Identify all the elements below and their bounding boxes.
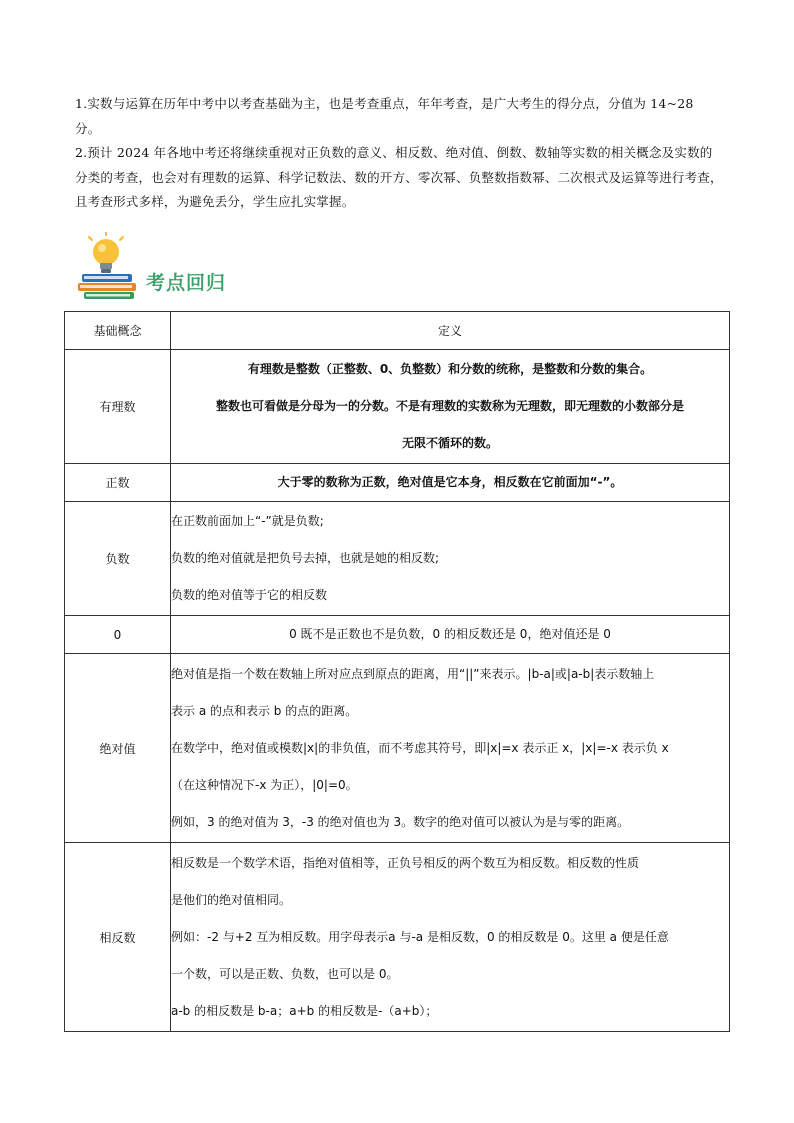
concepts-table [64,311,730,1032]
definition-line: （在这种情况下-x 为正），|0|=0。 [171,777,358,792]
definition-line: 相反数是一个数学术语，指绝对值相等，正负号相反的两个数互为相反数。相反数的性质 [171,855,640,870]
definition-line: 例如，3 的绝对值为 3，-3 的绝对值也为 3。数字的绝对值可以被认为是与零的距离。 [171,814,630,829]
definition-line: 是他们的绝对值相同。 [171,892,292,907]
header-term: 基础概念 [65,312,171,350]
term-cell: 有理数 [65,350,171,464]
intro-paragraph-1: 1.实数与运算在历年中考中以考查基础为主，也是考查重点，年年考查，是广大考生的得分点，分值为 14~28 分。 [75,96,694,136]
definition-cell [171,616,730,654]
term-cell: 正数 [65,464,171,502]
table-row [65,502,730,616]
definition-line: 例如：-2 与+2 互为相反数。用字母表示a 与-a 是相反数，0 的相反数是 0。这里 a 便是任意 [171,929,669,944]
table-row [65,843,730,1032]
definition-line: 负数的绝对值等于它的相反数 [171,588,328,602]
table-row [65,654,730,843]
definition-line: a-b 的相反数是 b-a；a+b 的相反数是-（a+b）； [171,1003,438,1018]
table-row [65,616,730,654]
definition-cell [171,843,730,1032]
definition-cell [171,502,730,616]
table-header-row [65,312,730,350]
definition-line: 有理数是整数（正整数、0、负整数）和分数的统称，是整数和分数的集合。 [247,362,653,376]
definition-cell [171,654,730,843]
definition-cell [171,350,730,464]
table-row [65,464,730,502]
table-row [65,350,730,464]
section-title: 考点回归 [146,272,227,294]
definition-line: 0 既不是正数也不是负数，0 的相反数还是 0，绝对值还是 0 [289,627,611,641]
intro-text [75,92,723,215]
intro-paragraph-2: 2.预计 2024 年各地中考还将继续重视对正负数的意义、相反数、绝对值、倒数、数轴等实数的相关概念及实数的分类的考查，也会对有理数的运算、科学记数法、数的开方、零次幂、负整数指数幂、二次根式及运算等进行考查，且考查形式多样，为避免丢分，学生应扎实掌握。 [75,145,723,209]
definition-line: 绝对值是指一个数在数轴上所对应点到原点的距离，用“||”来表示。|b-a|或|a-b|表示数轴上 [171,666,655,681]
definition-line: 在正数前面加上“-”就是负数; [171,514,324,528]
definition-line: 一个数，可以是正数、负数，也可以是 0。 [171,966,399,981]
definition-line: 在数学中，绝对值或模数|x|的非负值，而不考虑其符号，即|x|=x 表示正 x，|x|=-x 表示负 x [171,740,669,755]
term-cell: 0 [65,616,171,654]
header-definition: 定义 [171,312,730,350]
definition-line: 无限不循环的数。 [401,436,498,450]
definition-line: 表示 a 的点和表示 b 的点的距离。 [171,703,358,718]
term-cell: 负数 [65,502,171,616]
term-cell: 绝对值 [65,654,171,843]
term-cell: 相反数 [65,843,171,1032]
definition-line: 负数的绝对值就是把负号去掉，也就是她的相反数; [171,551,440,565]
lightbulb-books-icon [78,232,148,302]
definition-cell [171,464,730,502]
definition-line: 整数也可看做是分母为一的分数。不是有理数的实数称为无理数，即无理数的小数部分是 [215,399,684,413]
definition-line: 大于零的数称为正数，绝对值是它本身，相反数在它前面加“-”。 [277,475,623,489]
